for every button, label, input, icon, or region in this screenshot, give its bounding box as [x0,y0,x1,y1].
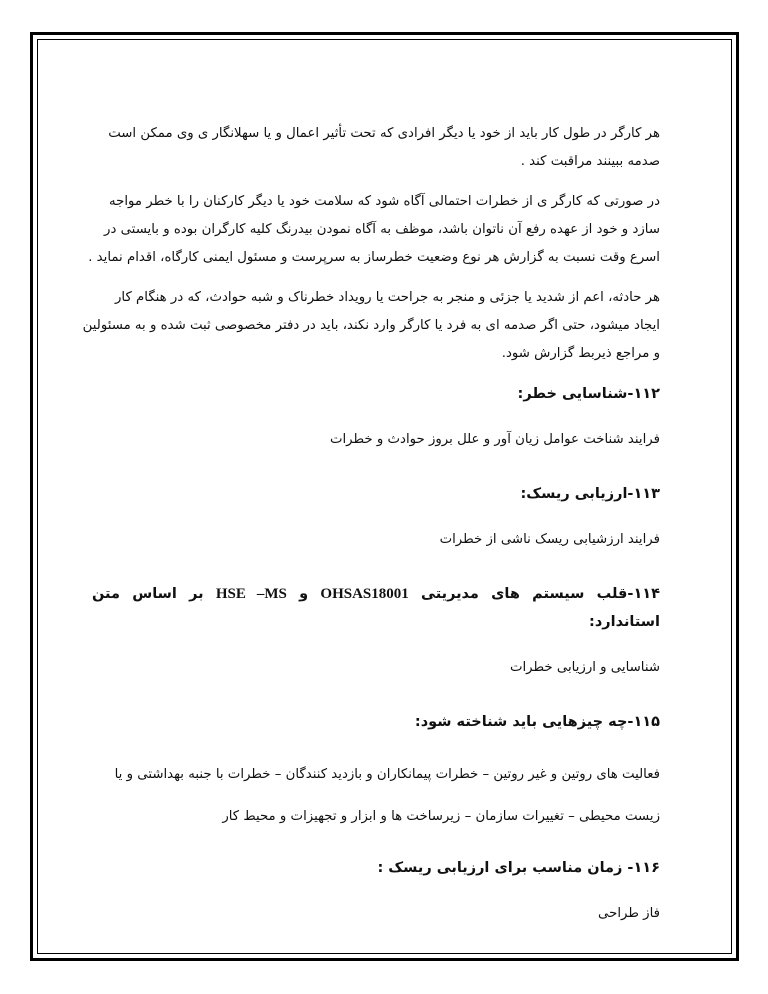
text-line: هر کارگر در طول کار باید از خود یا دیگر افرادی که تحت تأثیر اعمال و یا سهلانگار ی وی ممکن است [108,126,660,141]
paragraph-incident-recording [82,284,660,368]
heading-112: ۱۱۲-شناسایی خطر: [517,386,660,402]
heading-114 [92,580,660,636]
answer-115 [92,754,660,838]
text-line: زیست محیطی – تغییرات سازمان – زیرساخت ها و ابزار و تجهیزات و محیط کار [222,809,660,824]
paragraph-hazard-reporting [88,188,660,272]
heading-114-prefix: ۱۱۴-قلب سیستم های مدیریتی [421,586,660,602]
answer-112: فرایند شناخت عوامل زیان آور و علل بروز حوادث و خطرات [329,432,660,447]
answer-116: فاز طراحی [598,906,660,921]
heading-115: ۱۱۵-چه چیزهایی باید شناخته شود: [414,714,660,730]
answer-113: فرایند ارزشیابی ریسک ناشی از خطرات [439,532,660,547]
heading-116: ۱۱۶- زمان مناسب برای ارزیابی ریسک : [377,860,660,876]
text-line: در صورتی که کارگر ی از خطرات احتمالی آگاه شود که سلامت خود یا دیگر کارکنان را با خطر مواجه [108,194,660,209]
text-line: فعالیت های روتین و غیر روتین – خطرات پیمانکاران و بازدید کنندگان – خطرات با جنبه بهداشتی و یا [114,767,660,782]
paragraph-worker-duty [92,120,660,176]
text-line: اسرع وقت نسبت به گزارش هر نوع وضعیت خطرساز به سرپرست و مسئول ایمنی کارگاه، اقدام نماید . [88,250,660,265]
heading-114-and: و [299,586,309,602]
standard-hse-ms: HSE –MS [215,586,287,602]
answer-114: شناسایی و ارزیابی خطرات [509,660,660,675]
standard-ohsas: OHSAS18001 [320,586,409,602]
heading-113: ۱۱۳-ارزیابی ریسک: [520,486,660,502]
text-line: سازد و خود از عهده رفع آن ناتوان باشد، موظف به آگاه نمودن بیدرنگ کلیه کارگران بوده و بایستی در [104,222,660,237]
text-line: صدمه ببینند مراقبت کند . [520,154,660,169]
document-body [82,120,660,954]
heading-114-suffix: بر اساس متن استاندارد: [92,586,660,630]
text-line: ایجاد میشود، حتی اگر صدمه ای به فرد یا کارگر وارد نکند، باید در دفتر مخصوصی ثبت شده و به مسئولین [82,318,660,333]
text-line: هر حادثه، اعم از شدید یا جزئی و منجر به جراحت یا رویداد خطرناک و شبه حوادث، که در هنگام کار [115,290,660,305]
text-line: و مراجع ذیربط گزارش شود. [501,346,660,361]
